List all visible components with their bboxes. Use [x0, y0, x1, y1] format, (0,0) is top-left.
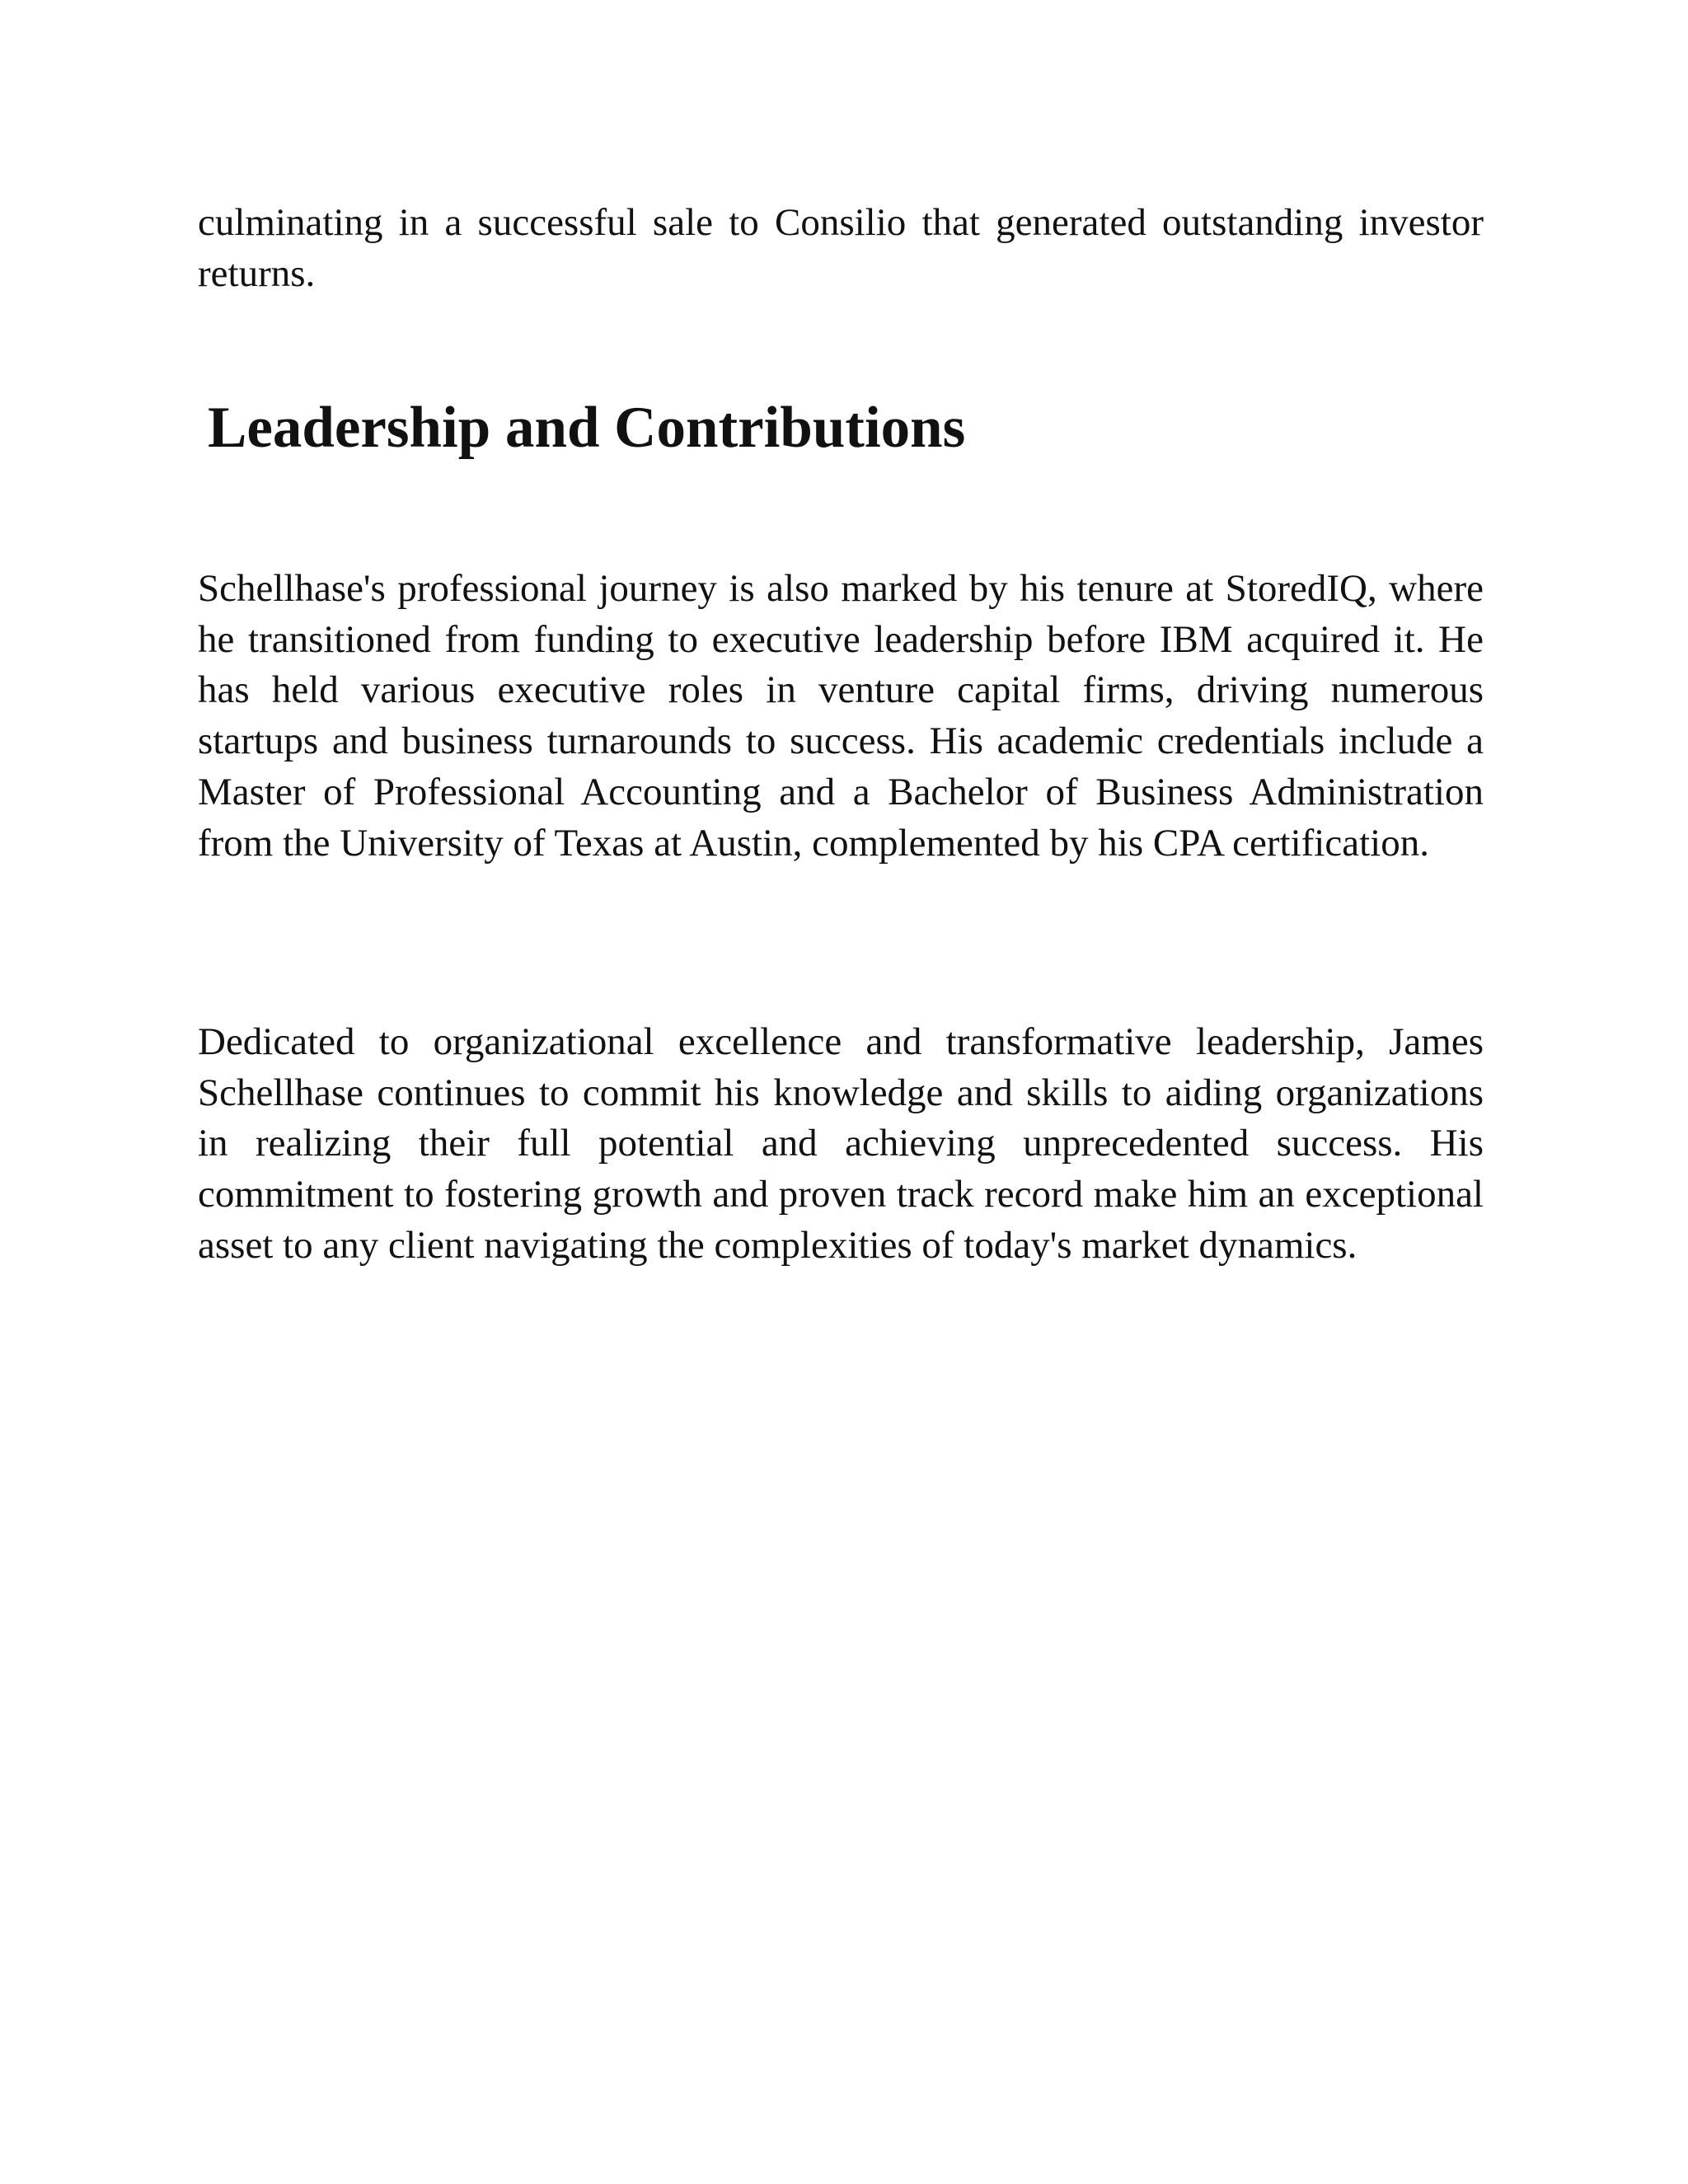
intro-paragraph: culminating in a successful sale to Consilio that generated outstanding investor returns. [198, 201, 1484, 295]
body-paragraph-journey: Schellhase's professional journey is also marked by his tenure at StoredIQ, where he transitioned from funding to executive leadership before IBM acquired it. He has held various executive roles in venture capital firms, driving numerous startups and business turnarounds to success. His academic credentials include a Master of Professional Accounting and a Bachelor of Business Administration from the University of Texas at Austin, complemented by his CPA certification. [198, 567, 1484, 865]
body-paragraph-dedication: Dedicated to organizational excellence and transformative leadership, James Schellhase continues to commit his knowledge and skills to aiding organizations in realizing their full potential and achieving unprecedented success. His commitment to fostering growth and proven track record make him an exceptional asset to any client navigating the complexities of today's market dynamics. [198, 1020, 1484, 1267]
section-heading: Leadership and Contributions [208, 396, 966, 460]
